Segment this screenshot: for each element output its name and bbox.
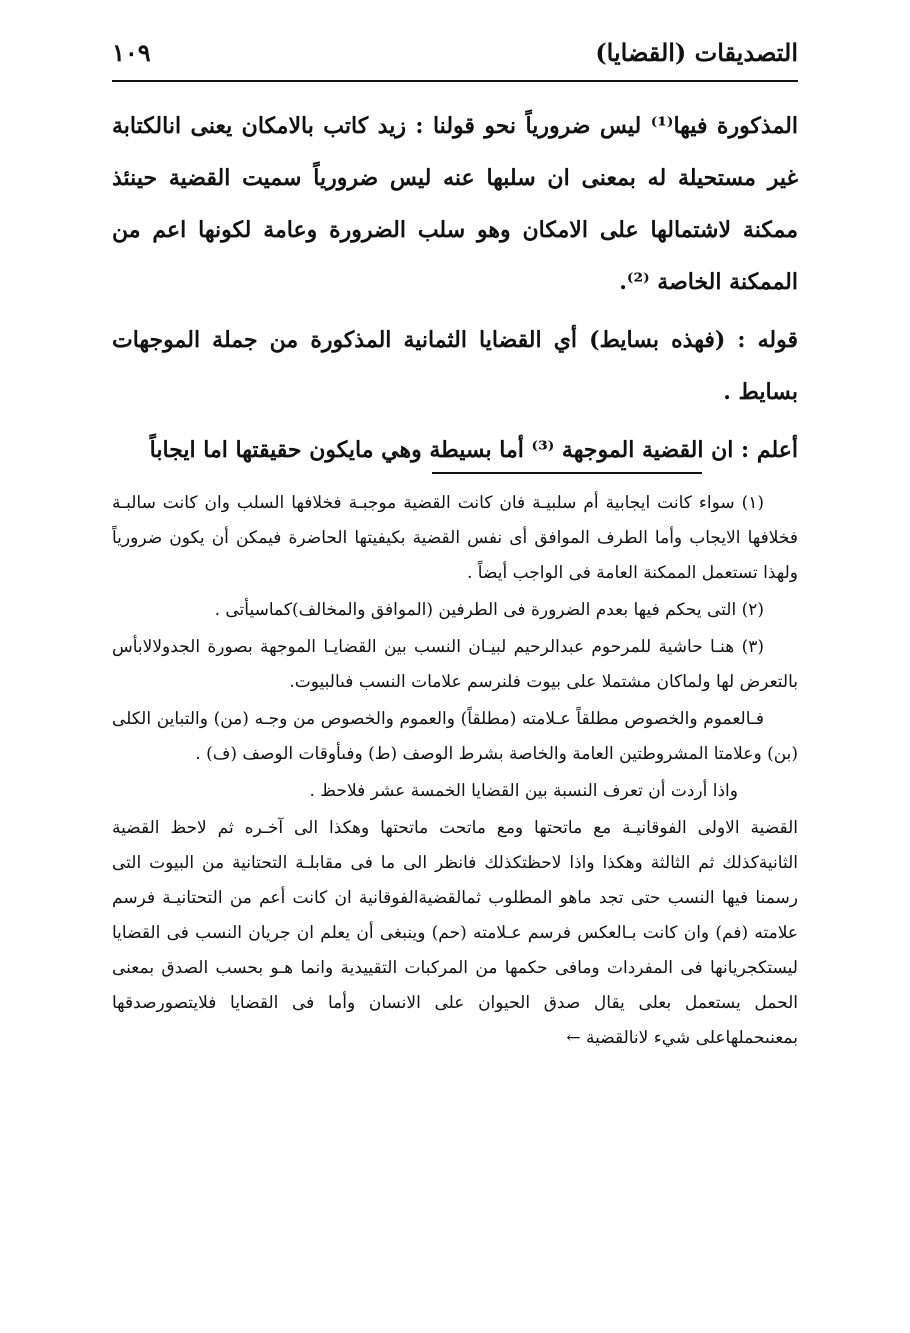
main-paragraph: أعلم : ان القضية الموجهة ⁽³⁾ أما بسيطة وهي مايكون حقيقتها اما ايجاباً [149, 437, 798, 463]
main-paragraph: المذكورة فيها⁽¹⁾ ليس ضرورياً نحو قولنا : زيد كاتب بالامكان يعنى انالكتابة غير مستحيلة له بمعنى ان سلبها عنه ليس ضرورياً سميت القضية حينئذ ممكنة لاشتمالها على الامكان وهو سلب الضرورة وعامة لكونها اعم من الممكنة الخاصة ⁽²⁾. [112, 113, 798, 295]
footnote-3: (٣) هنـا حاشية للمرحوم عبدالرحيم لبيـان النسب بين القضايـا الموجهة بصورة الجدولالابأس بالتعرض لها ولماكان مشتملا على بيوت فلنرسم علامات النسب فىالبيوت. [112, 637, 798, 692]
footnote-3-continued: فـالعموم والخصوص مطلقاً عـلامته (مطلقاً) والعموم والخصوص من وجـه (من) والتباين الكلى (بن) وعلامتا المشروطتين العامة والخاصة بشرط الوصف (ط) وفىأوقات الوصف (ف) . [112, 709, 798, 764]
footnote-2: (٢) التى يحكم فيها بعدم الضرورة فى الطرفين (الموافق والمخالف)كماسيأتى . [214, 600, 764, 620]
footnotes [112, 486, 798, 1058]
main-paragraph: قوله : (فهذه بسايط) أي القضايا الثمانية المذكورة من جملة الموجهات بسايط . [112, 327, 798, 405]
page-header [112, 28, 798, 76]
footnote-1: (١) سواء كانت ايجابية أم سلبيـة فان كانت القضية موجبـة فخلافها السلب وان كانت سالبـة فخلافها الايجاب وأما الطرف الموافق أى نفس القضية بكيفيتها الحاضرة فيمكن أن يكون ضرورياً ولهذا تستعمل الممكنة العامة فى الواجب أيضاً . [112, 493, 798, 583]
running-title: التصديقات (القضايا) [595, 37, 798, 67]
page-number: ١٠٩ [112, 37, 151, 67]
footnote-separator [432, 472, 702, 474]
footnote-3-instruction: واذا أردت أن تعرف النسبة بين القضايا الخمسة عشر فلاحظ . [309, 781, 738, 801]
main-text [112, 100, 798, 482]
header-rule [112, 80, 798, 82]
footnote-3-explanation: القضية الاولى الفوقانيـة مع ماتحتها ومع ماتحت ماتحتها وهكذا الى آخـره ثم لاحظ القضية الثانيةكذلك ثم الثالثة وهكذا واذا لاحظتكذلك فانظر الى ما فى مقابلـة التحتانية من البيوت التى رسمنا فيها النسب حتى تجد ماهو المطلوب ثمالقضيةالفوقانية ان كانت أعم من التحتانيـة فرسم علامته (فم) وان كانت بـالعكس فرسم عـلامته (حم) وينبغى أن يعلم ان جريان النسب فى القضايا ليستكجريانها فى المفردات ومافى حكمها من المركبات التقييدية وانما هـو بحسب الصدق بمعنى الحمل يستعمل بعلى يقال صدق الحيوان على الانسان وأما فى القضايا فلايتصورصدقها بمعنىحملهاعلى شيء لانالقضية ← [112, 818, 799, 1048]
